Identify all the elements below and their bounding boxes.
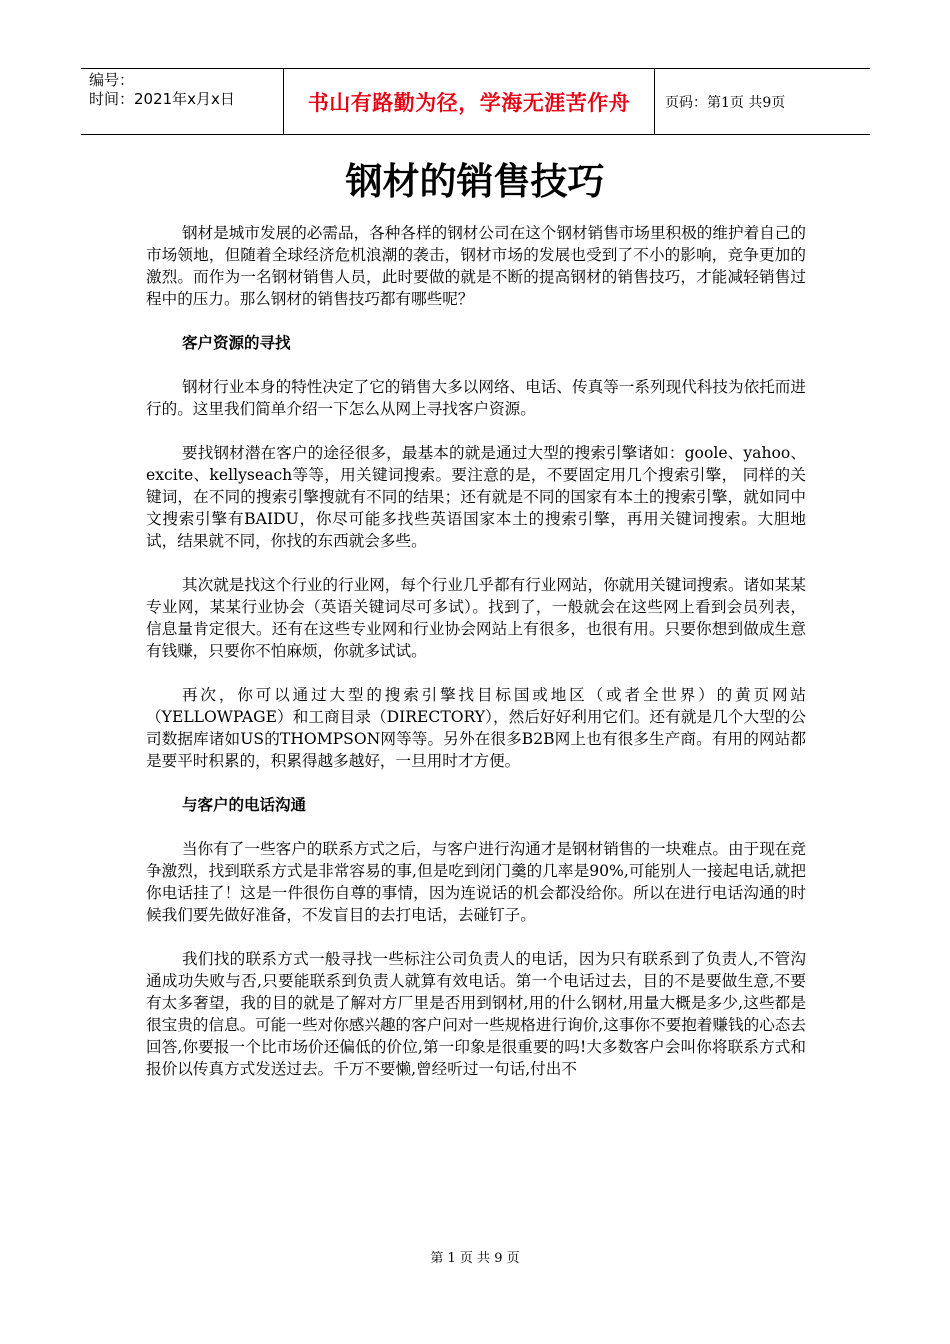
paragraph-yellow-pages: 再次，你可以通过大型的搜索引擎找目标国或地区（或者全世界）的黄页网站（YELLOWPAGE）和工商目录（DIRECTORY），然后好好利用它们。还有就是几个大型的公司数据库诸如US的THOMPSON网等等。另外在很多B2B网上也有很多生产商。有用的网站都是要平时积累的，积累得越多越好，一旦用时才方便。 bbox=[146, 686, 806, 770]
page-info: 页码：第1页 共9页 bbox=[665, 94, 786, 111]
header-motto-cell bbox=[283, 69, 655, 134]
section-heading-phone: 与客户的电话沟通 bbox=[182, 796, 307, 814]
paragraph-contact-approach: 我们找的联系方式一般寻找一些标注公司负责人的电话，因为只有联系到了负责人,不管沟通成功失败与否,只要能联系到负责人就算有效电话。第一个电话过去，目的不是要做生意,不要有太多奢望，我的目的就是了解对方厂里是否用到钢材,用的什么钢材,用量大概是多少,这些都是很宝贵的信息。可能一些对你感兴趣的客户问对一些规格进行询价,这事你不要抱着赚钱的心态去回答,你要报一个比市场价还偏低的价位,第一印象是很重要的吗!大多数客户会叫你将联系方式和报价以传真方式发送过去。千万不要懒,曾经听过一句话,付出不 bbox=[146, 950, 806, 1078]
paragraph-industry-sites: 其次就是找这个行业的行业网，每个行业几乎都有行业网站，你就用关键词搜索。诸如某某专业网，某某行业协会（英语关键词尽可多试）。找到了，一般就会在这些网上看到会员列表，信息量肯定很大。还有在这些专业网和行业协会网站上有很多，也很有用。只要你想到做成生意有钱赚，只要你不怕麻烦，你就多试试。 bbox=[146, 576, 806, 660]
document-body bbox=[146, 222, 806, 1080]
paragraph-industry: 钢材行业本身的特性决定了它的销售大多以网络、电话、传真等一系列现代科技为依托而进行的。这里我们简单介绍一下怎么从网上寻找客户资源。 bbox=[146, 378, 806, 418]
paragraph-search-engines: 要找钢材潜在客户的途径很多，最基本的就是通过大型的搜索引擎诸如：goole、yahoo、excite、kellyseach等等，用关键词搜索。要注意的是，不要固定用几个搜索引擎， 同样的关键词，在不同的搜索引擎搜就有不同的结果；还有就是不同的国家有本土的搜索引擎，就如同中文搜索引擎有BAIDU，你尽可能多找些英语国家本土的搜索引擎，再用关键词搜索。大胆地试，结果就不同，你找的东西就会多些。 bbox=[146, 444, 806, 550]
header-page-cell bbox=[655, 69, 870, 134]
header-meta bbox=[81, 69, 283, 134]
time-label: 时间：2021年x月x日 bbox=[89, 90, 235, 108]
motto-text: 书山有路勤为径，学海无涯苦作舟 bbox=[307, 90, 631, 115]
code-label: 编号： bbox=[89, 71, 135, 89]
page-footer: 第 1 页 共 9 页 bbox=[430, 1251, 520, 1266]
paragraph-phone-difficulty: 当你有了一些客户的联系方式之后，与客户进行沟通才是钢材销售的一块难点。由于现在竞争激烈，找到联系方式是非常容易的事,但是吃到闭门羹的几率是90%,可能别人一接起电话,就把你电话挂了！这是一件很伤自尊的事情，因为连说话的机会都没给你。所以在进行电话沟通的时候我们要先做好准备，不发盲目的去打电话，去碰钉子。 bbox=[146, 840, 806, 924]
document-title: 钢材的销售技巧 bbox=[345, 160, 605, 203]
header-table bbox=[81, 68, 870, 135]
paragraph-intro: 钢材是城市发展的必需品，各种各样的钢材公司在这个钢材销售市场里积极的维护着自己的市场领地，但随着全球经济危机浪潮的袭击，钢材市场的发展也受到了不小的影响，竞争更加的激烈。而作为一名钢材销售人员，此时要做的就是不断的提高钢材的销售技巧，才能减轻销售过程中的压力。那么钢材的销售技巧都有哪些呢？ bbox=[146, 224, 806, 308]
section-heading-customer-sources: 客户资源的寻找 bbox=[182, 334, 291, 352]
